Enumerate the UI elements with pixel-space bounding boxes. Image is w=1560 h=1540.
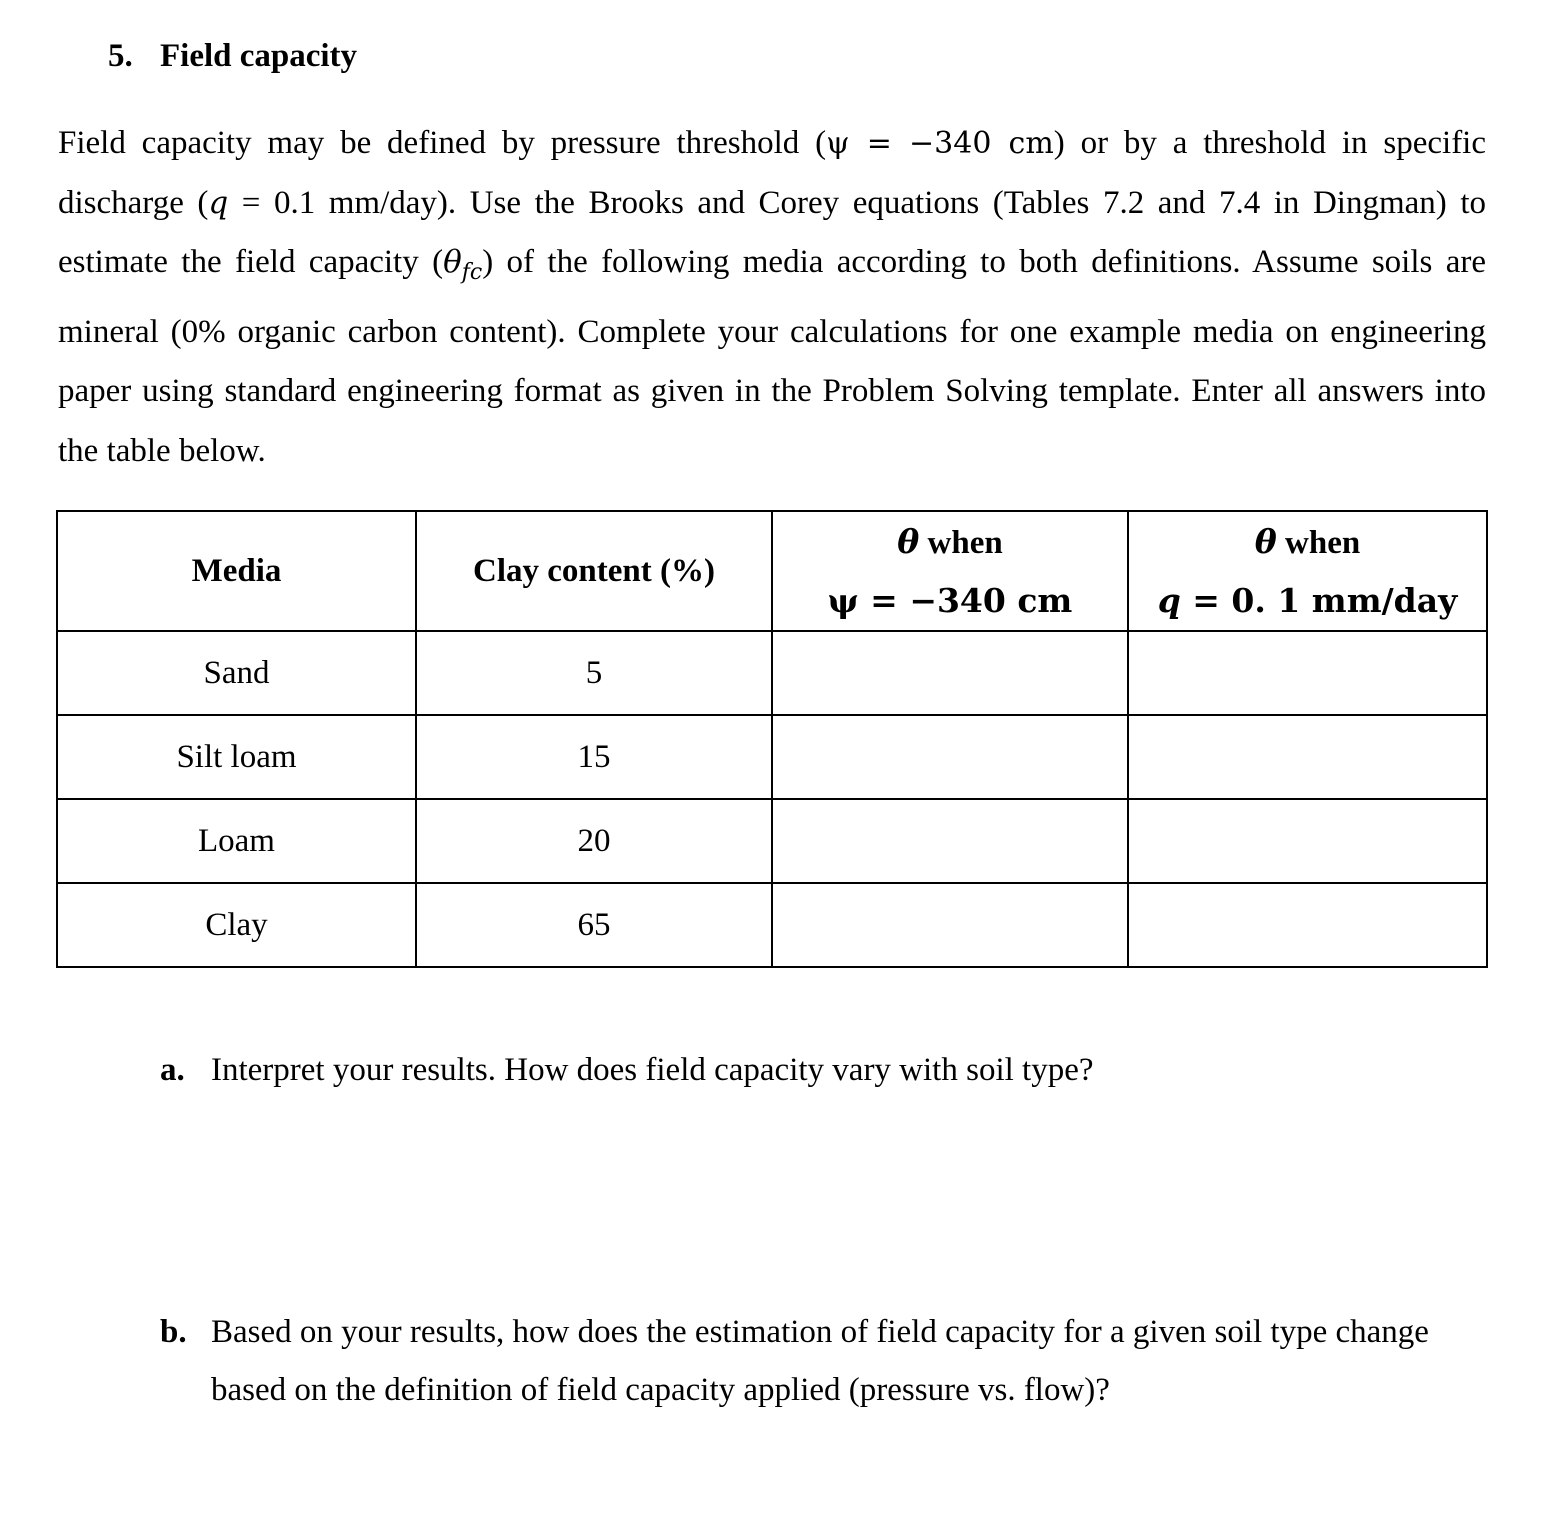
theta-q-answer-cell[interactable] (1128, 883, 1487, 967)
intro-text-4: ) of the following media according to both definitions. Assume soils are mineral (0% organic carbon content). Complete your calculations for one example media on engineering paper using standard engineering format as given in the Problem Solving template. Enter all answers into the table below. (58, 244, 1486, 469)
table-row (57, 799, 1487, 883)
clay-content-cell: 5 (416, 631, 772, 715)
section-number: 5. (108, 38, 133, 74)
field-capacity-table (56, 510, 1488, 968)
question-b (160, 1303, 1471, 1419)
intro-text-2: ) or by a threshold in specific discharge ( (58, 125, 1487, 221)
table-row (57, 631, 1487, 715)
question-a-label: a. (160, 1052, 185, 1088)
header-theta-psi-line2: ψ = −340 cm (827, 580, 1073, 620)
question-a (160, 1041, 1471, 1099)
theta-q-answer-cell[interactable] (1128, 715, 1487, 799)
theta-q-answer-cell[interactable] (1128, 799, 1487, 883)
intro-text-1: Field capacity may be defined by pressure threshold ( (58, 125, 827, 161)
header-clay-content: Clay content (%) (416, 511, 772, 631)
clay-content-cell: 15 (416, 715, 772, 799)
header-theta-q-line2: q = 0. 1 mm/day (1157, 580, 1458, 620)
question-b-text: Based on your results, how does the estimation of field capacity for a given soil type change based on the definition of field capacity applied (pressure vs. flow)? (211, 1314, 1429, 1408)
theta-subscript: fc (461, 260, 483, 285)
table-row (57, 883, 1487, 967)
section-heading (108, 38, 357, 75)
section-title: Field capacity (160, 38, 358, 74)
intro-paragraph (58, 114, 1486, 481)
clay-content-cell: 20 (416, 799, 772, 883)
theta-psi-answer-cell[interactable] (772, 883, 1128, 967)
theta-psi-answer-cell[interactable] (772, 631, 1128, 715)
question-b-label: b. (160, 1314, 187, 1350)
theta-q-answer-cell[interactable] (1128, 631, 1487, 715)
table-row (57, 715, 1487, 799)
table-header-row (57, 511, 1487, 631)
theta-symbol: θ (443, 244, 462, 280)
question-a-text: Interpret your results. How does field capacity vary with soil type? (211, 1052, 1094, 1088)
header-media: Media (57, 511, 416, 631)
header-theta-psi (772, 511, 1128, 631)
media-cell: Clay (57, 883, 416, 967)
header-theta-psi-line1: θ when (897, 521, 1003, 561)
intro-text-3: = 0.1 mm/day). Use the Brooks and Corey equations (Tables 7.2 and 7.4 in Dingman) to estimate the field capacity ( (58, 184, 1486, 280)
discharge-symbol: q (208, 184, 229, 221)
pressure-threshold-expression: ψ = −340 cm (826, 126, 1054, 161)
header-theta-q-line1: θ when (1254, 521, 1361, 561)
media-cell: Loam (57, 799, 416, 883)
clay-content-cell: 65 (416, 883, 772, 967)
theta-psi-answer-cell[interactable] (772, 799, 1128, 883)
header-theta-q (1128, 511, 1487, 631)
media-cell: Silt loam (57, 715, 416, 799)
theta-psi-answer-cell[interactable] (772, 715, 1128, 799)
media-cell: Sand (57, 631, 416, 715)
